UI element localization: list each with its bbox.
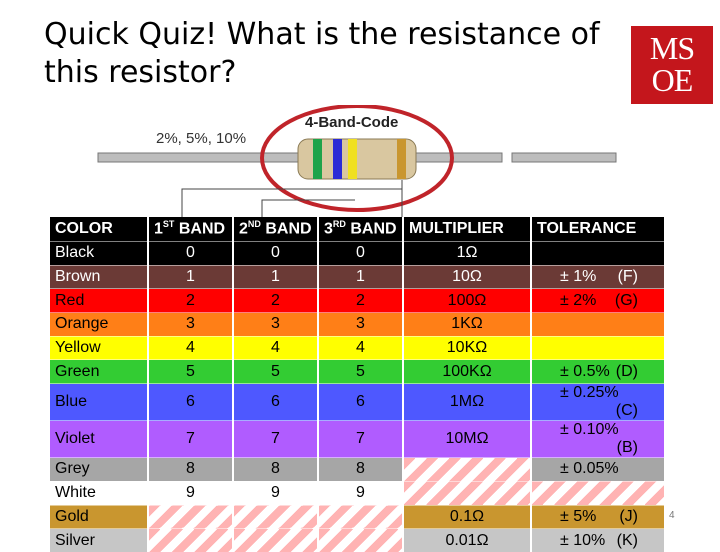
band-1-cell bbox=[148, 505, 233, 529]
connector-line bbox=[182, 189, 402, 217]
color-name-cell: Violet bbox=[50, 421, 148, 458]
tolerance-value: ± 5% bbox=[560, 507, 597, 525]
color-name-cell: Yellow bbox=[50, 336, 148, 360]
header-tolerance: TOLERANCE bbox=[531, 217, 664, 242]
band-3-cell: 0 bbox=[318, 242, 403, 266]
logo-line-1: MS bbox=[649, 30, 695, 66]
tolerance-cell bbox=[531, 505, 664, 529]
band-1-cell: 4 bbox=[148, 336, 233, 360]
band-2-cell: 5 bbox=[233, 360, 318, 384]
multiplier-cell: 10Ω bbox=[403, 265, 531, 289]
color-name-cell: Gold bbox=[50, 505, 148, 529]
slide-title: Quick Quiz! What is the resistance of this resistor? bbox=[44, 17, 600, 90]
color-name-cell: White bbox=[50, 481, 148, 505]
multiplier-cell: 100KΩ bbox=[403, 360, 531, 384]
table-row bbox=[50, 289, 664, 313]
table-row bbox=[50, 336, 664, 360]
tolerance-cell bbox=[531, 289, 664, 313]
tolerance-cell bbox=[531, 313, 664, 337]
table-row bbox=[50, 265, 664, 289]
band-3-cell: 1 bbox=[318, 265, 403, 289]
right-lead-2 bbox=[512, 153, 616, 162]
band-1-cell: 0 bbox=[148, 242, 233, 266]
table-row bbox=[50, 360, 664, 384]
band-2-cell bbox=[233, 505, 318, 529]
multiplier-cell: 1KΩ bbox=[403, 313, 531, 337]
tolerance-value: ± 0.10% bbox=[560, 421, 619, 439]
table-row bbox=[50, 242, 664, 266]
band-1-cell: 7 bbox=[148, 421, 233, 458]
band-2-cell: 0 bbox=[233, 242, 318, 266]
band-1-cell: 3 bbox=[148, 313, 233, 337]
header-color: COLOR bbox=[50, 217, 148, 242]
table-row bbox=[50, 458, 664, 482]
color-name-cell: Red bbox=[50, 289, 148, 313]
left-lead bbox=[98, 153, 298, 162]
tolerance-code: (D) bbox=[615, 362, 638, 380]
tolerance-cell bbox=[531, 481, 664, 505]
band-2-cell: 4 bbox=[233, 336, 318, 360]
multiplier-cell: 100Ω bbox=[403, 289, 531, 313]
color-name-cell: Silver bbox=[50, 529, 148, 552]
band-3-cell: 9 bbox=[318, 481, 403, 505]
table-header-row bbox=[50, 217, 664, 242]
band-3-cell: 5 bbox=[318, 360, 403, 384]
band-2-cell: 3 bbox=[233, 313, 318, 337]
tolerance-value: ± 0.25% bbox=[560, 384, 619, 402]
table-row bbox=[50, 505, 664, 529]
table-row bbox=[50, 384, 664, 421]
multiplier-cell: 1MΩ bbox=[403, 384, 531, 421]
band-4-gold bbox=[397, 139, 406, 179]
table-row bbox=[50, 421, 664, 458]
band-3-cell: 7 bbox=[318, 421, 403, 458]
page-number: 4 bbox=[669, 510, 675, 521]
band-2-cell: 2 bbox=[233, 289, 318, 313]
tolerance-cell bbox=[531, 529, 664, 552]
tolerance-value: ± 2% bbox=[560, 291, 597, 309]
tolerance-cell bbox=[531, 336, 664, 360]
band-code-label: 4-Band-Code bbox=[305, 114, 399, 131]
band-2-cell: 1 bbox=[233, 265, 318, 289]
color-name-cell: Black bbox=[50, 242, 148, 266]
tolerance-cell bbox=[531, 458, 664, 482]
resistor-color-code-table bbox=[50, 217, 664, 552]
band-3-cell: 6 bbox=[318, 384, 403, 421]
band-3-cell: 4 bbox=[318, 336, 403, 360]
tolerance-code: (C) bbox=[615, 402, 638, 420]
tolerance-cell bbox=[531, 421, 664, 458]
tolerance-range-label: 2%, 5%, 10% bbox=[156, 130, 247, 147]
tolerance-code: (K) bbox=[616, 531, 638, 549]
tolerance-cell bbox=[531, 360, 664, 384]
multiplier-cell bbox=[403, 481, 531, 505]
band-1-cell: 2 bbox=[148, 289, 233, 313]
multiplier-cell: 10KΩ bbox=[403, 336, 531, 360]
band-3-cell bbox=[318, 529, 403, 552]
header-band-3: 3RD BAND bbox=[318, 217, 403, 242]
band-2-blue bbox=[333, 139, 342, 179]
band-2-cell: 9 bbox=[233, 481, 318, 505]
header-band-2: 2ND BAND bbox=[233, 217, 318, 242]
multiplier-cell: 0.1Ω bbox=[403, 505, 531, 529]
table-row bbox=[50, 529, 664, 552]
tolerance-code: (B) bbox=[616, 439, 638, 457]
tolerance-value: ± 0.05% bbox=[560, 460, 619, 478]
band-2-cell: 7 bbox=[233, 421, 318, 458]
table-row bbox=[50, 481, 664, 505]
right-lead bbox=[410, 153, 502, 162]
multiplier-cell: 0.01Ω bbox=[403, 529, 531, 552]
color-name-cell: Brown bbox=[50, 265, 148, 289]
logo-line-2: OE bbox=[651, 62, 693, 98]
header-band-1: 1ST BAND bbox=[148, 217, 233, 242]
tolerance-code: (J) bbox=[619, 507, 638, 525]
tolerance-cell bbox=[531, 242, 664, 266]
band-3-cell: 2 bbox=[318, 289, 403, 313]
band-2-cell bbox=[233, 529, 318, 552]
msoe-logo bbox=[631, 26, 713, 104]
band-1-cell: 1 bbox=[148, 265, 233, 289]
band-2-cell: 6 bbox=[233, 384, 318, 421]
band-1-cell bbox=[148, 529, 233, 552]
band-1-green bbox=[313, 139, 322, 179]
tolerance-code: (F) bbox=[617, 268, 638, 286]
multiplier-cell: 10MΩ bbox=[403, 421, 531, 458]
tolerance-cell bbox=[531, 384, 664, 421]
tolerance-value: ± 10% bbox=[560, 531, 606, 549]
header-multiplier: MULTIPLIER bbox=[403, 217, 531, 242]
band-3-cell bbox=[318, 505, 403, 529]
tolerance-code: (G) bbox=[614, 291, 638, 309]
band-1-cell: 9 bbox=[148, 481, 233, 505]
tolerance-cell bbox=[531, 265, 664, 289]
resistor-diagram bbox=[0, 105, 720, 215]
tolerance-value: ± 1% bbox=[560, 268, 597, 286]
band-2-cell: 8 bbox=[233, 458, 318, 482]
color-name-cell: Blue bbox=[50, 384, 148, 421]
table-row bbox=[50, 313, 664, 337]
band-3-cell: 8 bbox=[318, 458, 403, 482]
band-1-cell: 8 bbox=[148, 458, 233, 482]
color-name-cell: Green bbox=[50, 360, 148, 384]
color-name-cell: Grey bbox=[50, 458, 148, 482]
color-name-cell: Orange bbox=[50, 313, 148, 337]
multiplier-cell: 1Ω bbox=[403, 242, 531, 266]
band-3-cell: 3 bbox=[318, 313, 403, 337]
tolerance-value: ± 0.5% bbox=[560, 362, 610, 380]
multiplier-cell bbox=[403, 458, 531, 482]
band-3-yellow bbox=[348, 139, 357, 179]
band-1-cell: 5 bbox=[148, 360, 233, 384]
band-1-cell: 6 bbox=[148, 384, 233, 421]
